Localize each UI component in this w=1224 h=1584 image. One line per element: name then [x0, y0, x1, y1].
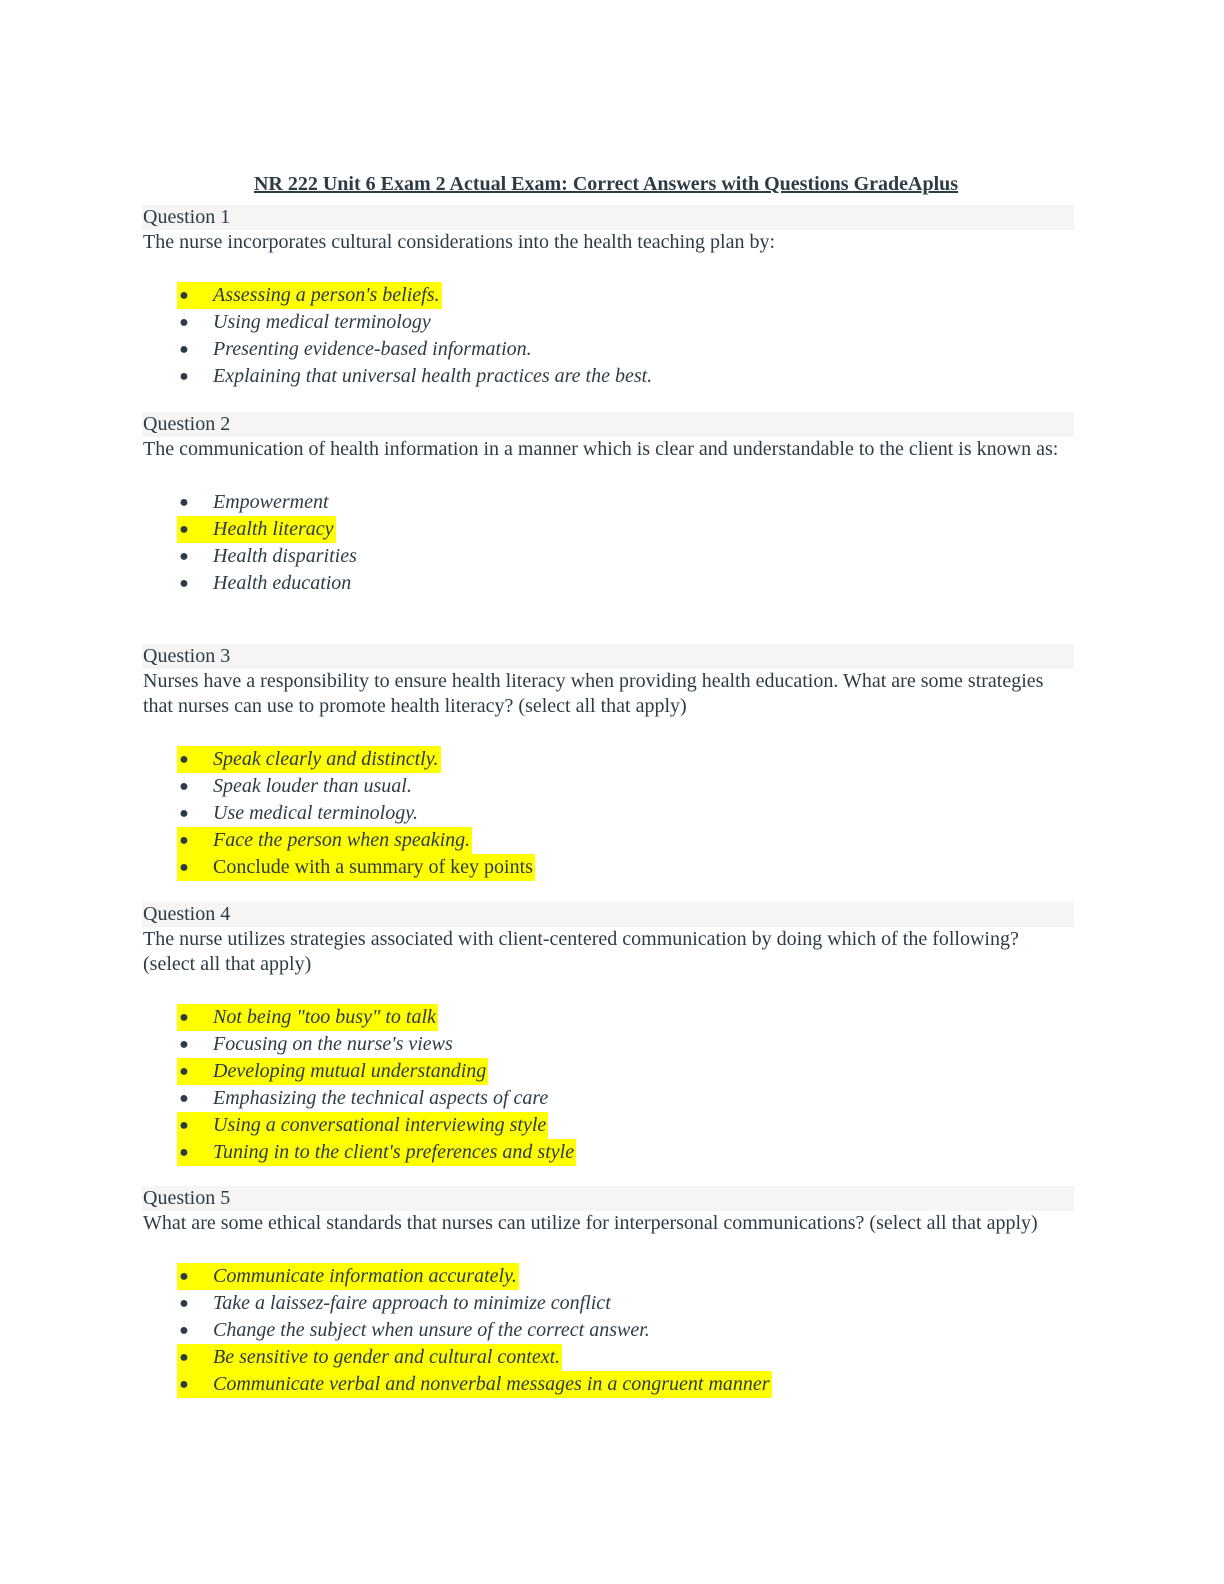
- answer-option-label: Using medical terminology: [213, 311, 431, 333]
- answer-option-label: Use medical terminology.: [213, 802, 418, 824]
- question-header: Question 5: [142, 1186, 1074, 1211]
- answer-option-label: Using a conversational interviewing style: [213, 1114, 547, 1136]
- answer-option-label: Change the subject when unsure of the correct answer.: [213, 1319, 650, 1341]
- answer-option-label: Tuning in to the client's preferences and style: [213, 1141, 575, 1163]
- answer-option: [142, 1317, 1074, 1344]
- bullet-icon: ●: [179, 1295, 189, 1312]
- bullet-icon: ●: [179, 1349, 189, 1366]
- question-header: Question 2: [142, 412, 1074, 437]
- question-header: Question 4: [142, 902, 1074, 927]
- answer-option-correct: [142, 1139, 1074, 1166]
- bullet-icon: ●: [179, 1090, 189, 1107]
- question-header: Question 1: [142, 205, 1074, 230]
- bullet-icon: ●: [179, 1376, 189, 1393]
- bullet-icon: ●: [179, 1144, 189, 1161]
- answer-option-correct: [142, 516, 1074, 543]
- bullet-icon: ●: [179, 314, 189, 331]
- answer-option: [142, 336, 1074, 363]
- bullet-icon: ●: [179, 341, 189, 358]
- answer-option-label: Speak clearly and distinctly.: [213, 748, 439, 770]
- answer-option-correct: [142, 854, 1074, 881]
- answer-options: [142, 1004, 1074, 1166]
- bullet-icon: ●: [179, 368, 189, 385]
- answer-option-correct: [142, 746, 1074, 773]
- bullet-icon: ●: [179, 1009, 189, 1026]
- question-4: [142, 902, 1074, 1166]
- answer-option: [142, 489, 1074, 516]
- document-title: NR 222 Unit 6 Exam 2 Actual Exam: Correct Answers with Questions GradeAplus: [253, 173, 959, 195]
- question-2: [142, 412, 1074, 597]
- answer-option-label: Conclude with a summary of key points: [213, 856, 533, 878]
- answer-option-label: Assessing a person's beliefs.: [213, 284, 440, 306]
- question-5: [142, 1186, 1074, 1398]
- answer-options: [142, 282, 1074, 390]
- bullet-icon: ●: [179, 1036, 189, 1053]
- answer-option-label: Emphasizing the technical aspects of care: [213, 1087, 549, 1109]
- bullet-icon: ●: [179, 494, 189, 511]
- bullet-icon: ●: [179, 805, 189, 822]
- bullet-icon: ●: [179, 1117, 189, 1134]
- bullet-icon: ●: [179, 575, 189, 592]
- answer-options: [142, 489, 1074, 597]
- answer-option: [142, 363, 1074, 390]
- bullet-icon: ●: [179, 548, 189, 565]
- answer-option: [142, 570, 1074, 597]
- answer-option-correct: [142, 1344, 1074, 1371]
- answer-option: [142, 800, 1074, 827]
- bullet-icon: ●: [179, 778, 189, 795]
- bullet-icon: ●: [179, 832, 189, 849]
- answer-option-label: Face the person when speaking.: [213, 829, 471, 851]
- bullet-icon: ●: [179, 521, 189, 538]
- answer-option-correct: [142, 827, 1074, 854]
- question-1: [142, 205, 1074, 390]
- answer-option: [142, 309, 1074, 336]
- bullet-icon: ●: [179, 287, 189, 304]
- answer-option-label: Empowerment: [213, 491, 329, 513]
- answer-option-correct: [142, 1112, 1074, 1139]
- question-3: [142, 644, 1074, 881]
- question-text: The nurse incorporates cultural considerations into the health teaching plan by:: [143, 231, 776, 253]
- answer-option: [142, 543, 1074, 570]
- answer-option: [142, 1031, 1074, 1058]
- answer-option-label: Health education: [213, 572, 352, 594]
- bullet-icon: ●: [179, 751, 189, 768]
- answer-option-correct: [142, 1058, 1074, 1085]
- answer-option-correct: [142, 1263, 1074, 1290]
- answer-option-label: Communicate verbal and nonverbal messages in a congruent manner: [213, 1373, 770, 1395]
- answer-options: [142, 1263, 1074, 1398]
- answer-option-label: Health disparities: [213, 545, 357, 567]
- answer-option-label: Not being "too busy" to talk: [213, 1006, 436, 1028]
- answer-option-label: Take a laissez-faire approach to minimize conflict: [213, 1292, 611, 1314]
- bullet-icon: ●: [179, 1268, 189, 1285]
- answer-option-label: Health literacy: [213, 518, 334, 540]
- question-text: The communication of health information in a manner which is clear and understandable to the client is known as:: [143, 438, 1059, 460]
- answer-option-label: Explaining that universal health practices are the best.: [213, 365, 653, 387]
- answer-option-label: Developing mutual understanding: [213, 1060, 487, 1082]
- bullet-icon: ●: [179, 1322, 189, 1339]
- question-header: Question 3: [142, 644, 1074, 669]
- answer-option: [142, 1290, 1074, 1317]
- question-text: Nurses have a responsibility to ensure health literacy when providing health education. What are some strategies that nurses can use to promote health literacy? (select all that apply): [143, 670, 1044, 717]
- answer-option-label: Be sensitive to gender and cultural context.: [213, 1346, 561, 1368]
- answer-options: [142, 746, 1074, 881]
- question-text: What are some ethical standards that nurses can utilize for interpersonal communications? (select all that apply): [143, 1212, 1038, 1234]
- answer-option-correct: [142, 1371, 1074, 1398]
- bullet-icon: ●: [179, 1063, 189, 1080]
- bullet-icon: ●: [179, 859, 189, 876]
- answer-option: [142, 1085, 1074, 1112]
- answer-option-correct: [142, 1004, 1074, 1031]
- answer-option: [142, 773, 1074, 800]
- answer-option-label: Presenting evidence-based information.: [213, 338, 532, 360]
- answer-option-label: Speak louder than usual.: [213, 775, 412, 797]
- answer-option-correct: [142, 282, 1074, 309]
- answer-option-label: Communicate information accurately.: [213, 1265, 517, 1287]
- answer-option-label: Focusing on the nurse's views: [213, 1033, 453, 1055]
- question-text: The nurse utilizes strategies associated with client-centered communication by doing which of the following? (select all that apply): [143, 928, 1019, 975]
